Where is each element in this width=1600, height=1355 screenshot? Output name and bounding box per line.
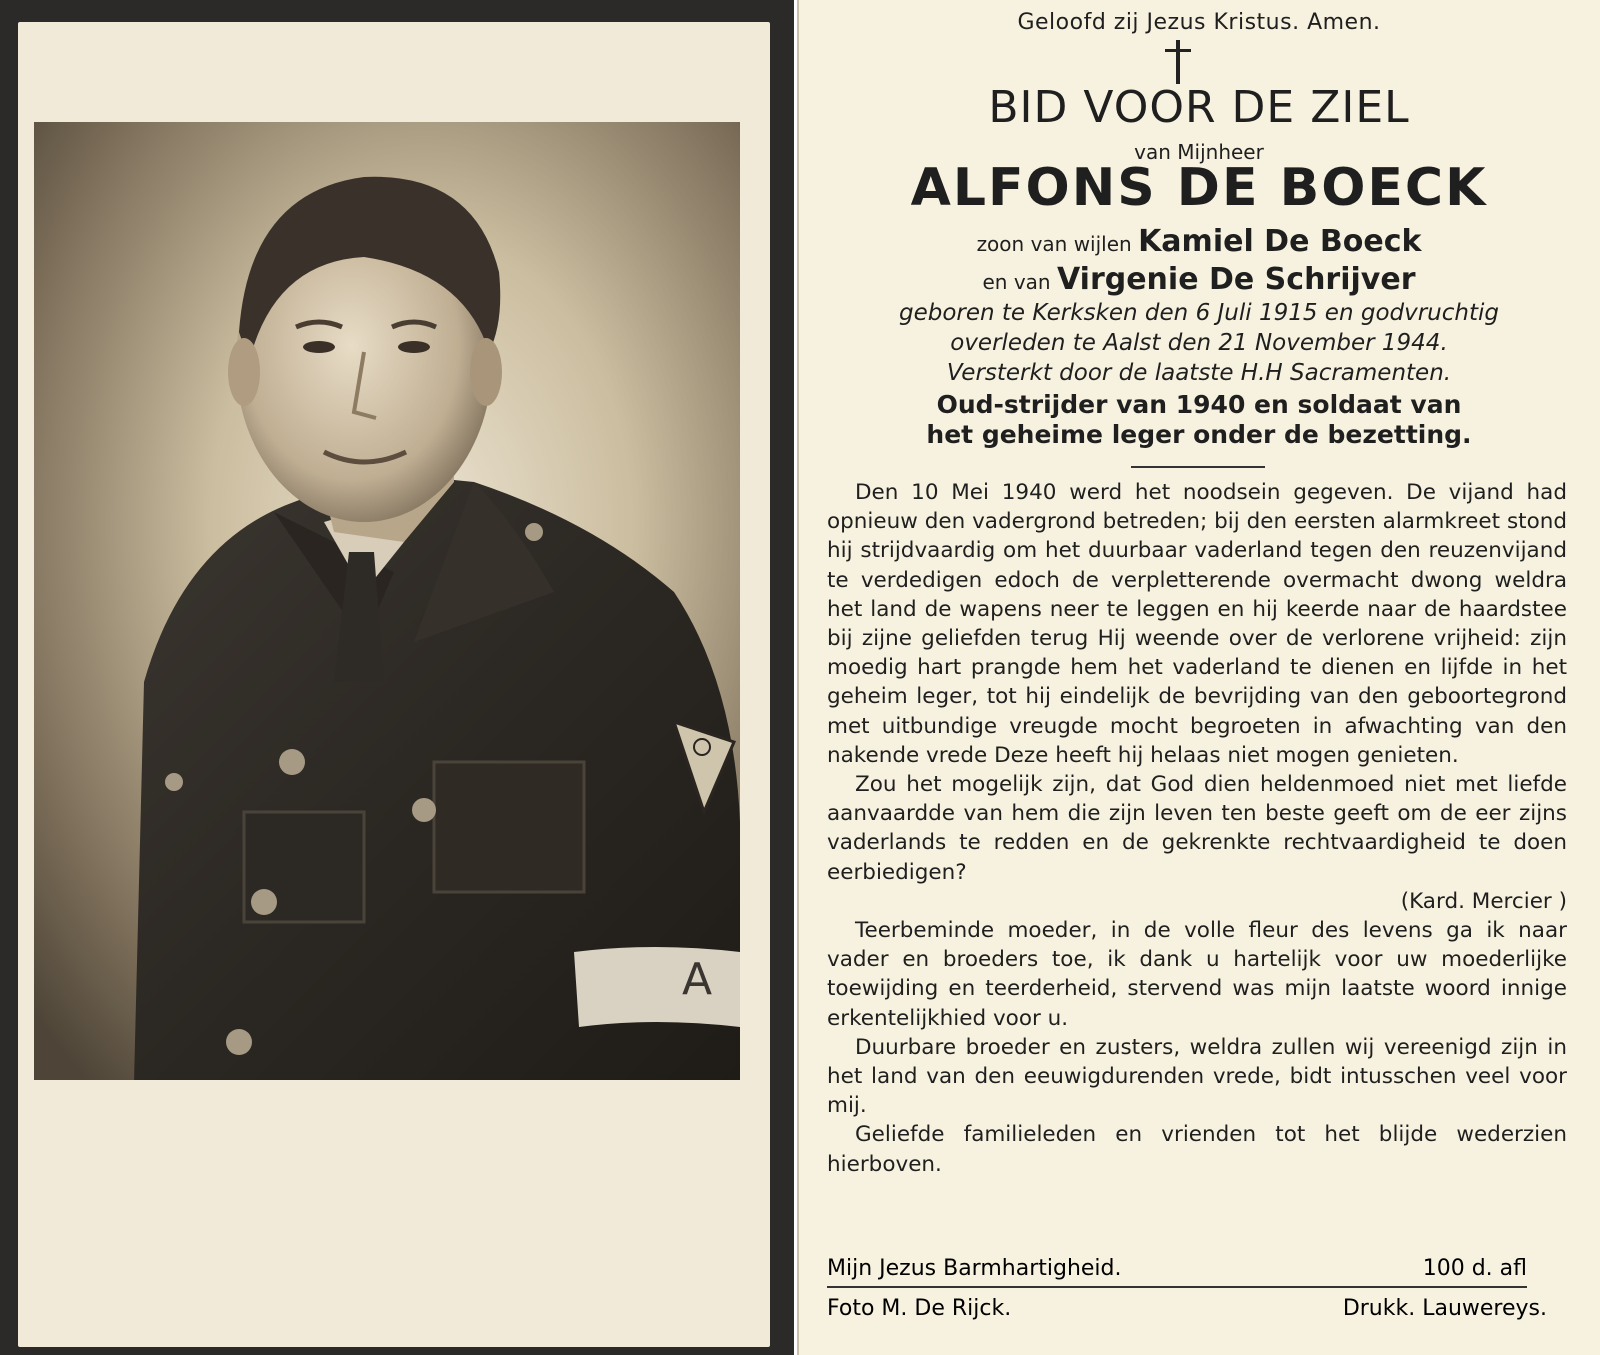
cross-icon: [1176, 40, 1180, 84]
father-line: [799, 224, 1599, 259]
deceased-name: ALFONS DE BOECK: [910, 158, 1488, 218]
mother-name: Virgenie De Schrijver: [1056, 262, 1416, 297]
paragraph: Teerbeminde moeder, in de volle fleur des levens ga ik naar vader en broeders toe, ik dank u hartelijk voor uw moederlijke toewijding en teerderheid, stervend was mijn laatste woord innige erkentelijkhied voor u.: [827, 918, 1567, 1031]
paragraph: Duurbare broeder en zusters, weldra zullen wij vereenigd zijn in het land van den eeuwigdurenden vrede, bidt intusschen veel voor mij.: [827, 1034, 1567, 1119]
photographer-credit: Foto M. De Rijck.: [827, 1296, 1012, 1321]
paragraph: Zou het mogelijk zijn, dat God dien heldenmoed niet met liefde aanvaardde van hem die zijn leven ten beste geeft om de eer zijns vaderlands te redden en de gekrenkte rechtvaardigheid te doen eerbiedigen?: [827, 772, 1567, 885]
photo-card: [0, 0, 794, 1355]
father-prefix: zoon van wijlen: [976, 232, 1132, 256]
paragraph: Den 10 Mei 1940 werd het noodsein gegeven. De vijand had opnieuw den vadergrond betreden; bij den eersten alarmkreet stond hij strijdvaardig om het duurbaar vaderland tegen den reuzenvijand te verdedigen edoch de verpletterende overmacht dwong weldra het land de wapens neer te leggen en hij keerde naar de haardstee bij zijne geliefden terug Hij weende over de verlorene vrijheid: zijn moedig hart prangde hem het vaderland te dienen en lijfde in het geheim leger, tot hij eindelijk de bevrijding van den geboortegrond met uitbundige vreugde mocht begroeten in afwachting van den nakende vrede Deze heeft hij helaas niet mogen genieten.: [827, 480, 1567, 768]
veteran-line-1: Oud-strijder van 1940 en soldaat van: [936, 390, 1462, 419]
veteran-line-2: het geheime leger onder de bezetting.: [926, 420, 1472, 449]
footer-divider: [827, 1286, 1527, 1288]
divider: [1131, 466, 1265, 468]
portrait-illustration: [34, 122, 740, 1080]
mother-line: [799, 262, 1599, 297]
van-mijnheer: van Mijnheer: [1134, 140, 1264, 164]
quote-source: (Kard. Mercier ): [1400, 888, 1567, 914]
printer-credit: Drukk. Lauwereys.: [1342, 1296, 1547, 1321]
invocation: Geloofd zij Jezus Kristus. Amen.: [1017, 10, 1381, 35]
prayer: Mijn Jezus Barmhartigheid.: [827, 1256, 1122, 1281]
died-line: overleden te Aalst den 21 November 1944.: [950, 330, 1448, 356]
indulgence: 100 d. afl: [1422, 1256, 1527, 1281]
portrait-photo: [34, 122, 740, 1080]
heading: BID VOOR DE ZIEL: [988, 82, 1410, 133]
armband-letter: A: [682, 954, 713, 1005]
mother-prefix: en van: [982, 270, 1051, 294]
father-name: Kamiel De Boeck: [1138, 224, 1422, 259]
memorial-text-card: [797, 0, 1600, 1355]
memorial-text: [827, 478, 1567, 1179]
photo-card-paper: [18, 22, 770, 1347]
paragraph: Geliefde familieleden en vrienden tot het blijde wederzien hierboven.: [827, 1122, 1567, 1177]
born-line: geboren te Kerksken den 6 Juli 1915 en godvruchtig: [899, 300, 1499, 326]
sacraments-line: Versterkt door de laatste H.H Sacramenten.: [946, 360, 1452, 386]
